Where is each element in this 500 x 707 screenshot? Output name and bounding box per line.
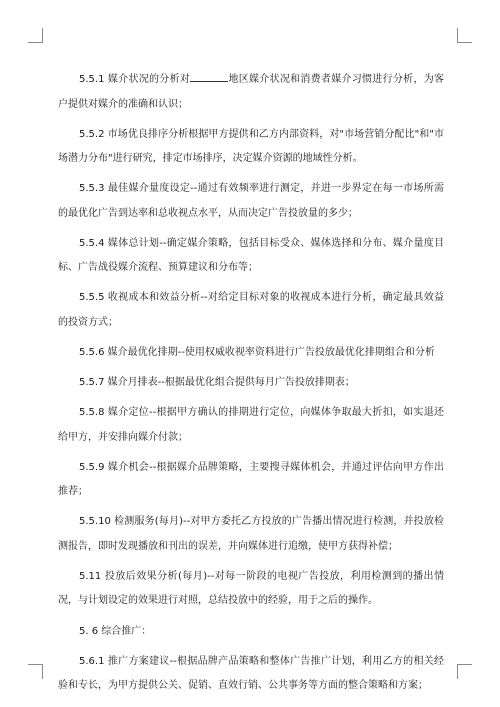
paragraph-5-11: 5.11 投放后效果分析(每月)--对每一阶段的电视广告投放，利用检测到的播出情况，与计划设定的效果进行对照，总结投放中的经验，用于之后的操作。: [58, 570, 444, 607]
paragraph-5-5-1: [58, 68, 444, 117]
paragraph-5-5-8: 5.5.8 媒介定位--根据甲方确认的排期进行定位，向媒体争取最大折扣，如实退还给甲方，并安排向媒介付款；: [58, 407, 444, 443]
paragraph-5-6-1: 5.6.1 推广方案建议--根据品牌产品策略和整体广告推广计划，利用乙方的相关经验和专长，为甲方提供公关、促销、直效行销、公共事务等方面的整合策略和方案；: [58, 655, 444, 692]
paragraph-5-5-10: 5.5.10 检测服务(每月)--对甲方委托乙方投放的广告播出情况进行检测，并投放检测报告，即时发现播放和刊出的误差，并向媒体进行追缴，使甲方获得补偿；: [58, 516, 444, 552]
paragraph-text: 地区媒介状况和消费者媒介习惯进行分析，为客户提供对媒介的准确和认识；: [58, 74, 445, 110]
section-heading-5-6: 5. 6 综合推广：: [79, 625, 152, 637]
paragraph-5-5-2: 5.5.2 市场优良排序分析根据甲方提供和乙方内部资料，对"市场营销分配比"和"市场潜力分布"进行研究，排定市场排序，决定媒介资源的地域性分析。: [58, 128, 444, 165]
document-body: [58, 68, 444, 704]
crop-mark-top-left: [28, 28, 43, 43]
crop-mark-top-right: [457, 28, 472, 43]
paragraph-5-5-7: 5.5.7 媒介月排表--根据最优化组合提供每月广告投放排期表；: [79, 377, 355, 389]
paragraph-5-5-6: 5.5.6 媒介最优化排期--使用权威收视率资料进行广告投放最优化排期组合和分析: [79, 346, 435, 358]
paragraph-5-5-3: 5.5.3 最佳媒介量度设定--通过有效频率进行测定，并进一步界定在每一市场所需的最优化广告到达率和总收视点水平，从而决定广告投放量的多少；: [58, 183, 444, 219]
crop-mark-bottom-right: [457, 664, 472, 679]
fill-in-blank: [190, 72, 228, 82]
paragraph-text: 5.5.1 媒介状况的分析对: [79, 74, 191, 85]
crop-mark-bottom-left: [28, 664, 43, 679]
paragraph-5-5-9: 5.5.9 媒介机会--根据媒介品牌策略，主要搜寻媒体机会，并通过评估向甲方作出推荐；: [58, 461, 444, 498]
paragraph-5-5-4: 5.5.4 媒体总计划--确定媒介策略，包括目标受众、媒体选择和分布、媒介量度目标、广告战役媒介流程、预算建议和分布等；: [58, 237, 444, 274]
paragraph-5-5-5: 5.5.5 收视成本和效益分析--对给定目标对象的收视成本进行分析，确定最具效益的投资方式；: [58, 292, 444, 328]
